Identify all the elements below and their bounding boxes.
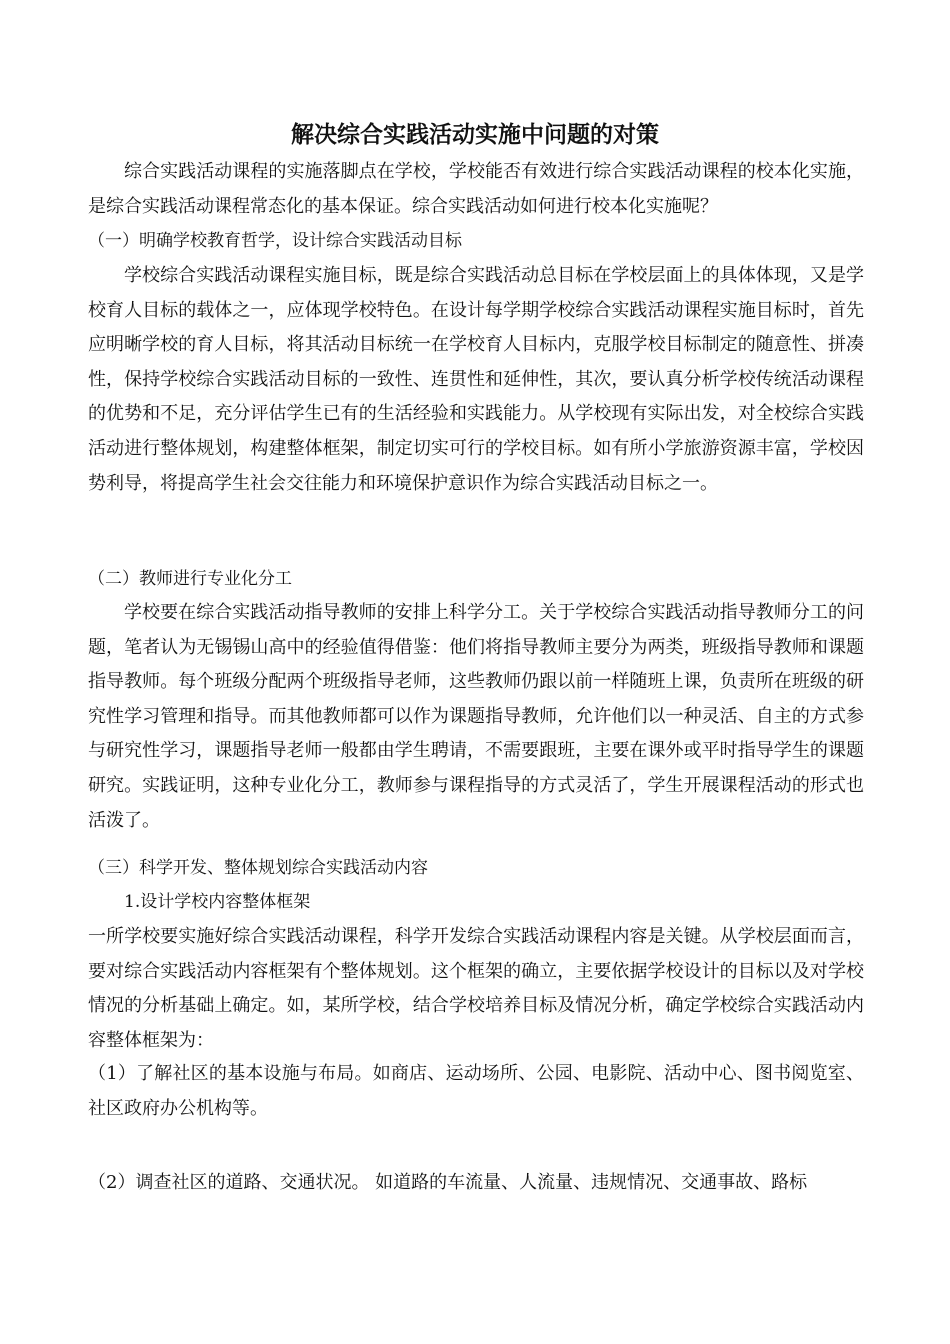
section3-paragraph: 一所学校要实施好综合实践活动课程，科学开发综合实践活动课程内容是关键。从学校层面而言，要对综合实践活动内容框架有个整体规划。这个框架的确立，主要依据学校设计的目标以及对学校情况的分析基础上确定。如，某所学校，结合学校培养目标及情况分析，确定学校综合实践活动内容整体框架为： <box>88 926 864 1051</box>
document-title: 解决综合实践活动实施中问题的对策 <box>291 121 659 148</box>
section3-subheading: 1.设计学校内容整体框架 <box>124 892 311 912</box>
section1-heading: （一）明确学校教育哲学，设计综合实践活动目标 <box>88 231 462 251</box>
section2-heading: （二）教师进行专业化分工 <box>88 569 292 589</box>
list-item-2: （2）调查社区的道路、交通状况。 如道路的车流量、人流量、违规情况、交通事故、路标 <box>88 1172 808 1193</box>
section1-paragraph: 学校综合实践活动课程实施目标，既是综合实践活动总目标在学校层面上的具体体现，又是学校育人目标的载体之一，应体现学校特色。在设计每学期学校综合实践活动课程实施目标时，首先应明晰学校的育人目标，将其活动目标统一在学校育人目标内，克服学校目标制定的随意性、拼凑性，保持学校综合实践活动目标的一致性、连贯性和延伸性，其次，要认真分析学校传统活动课程的优势和不足，充分评估学生已有的生活经验和实践能力。从学校现有实际出发，对全校综合实践活动进行整体规划，构建整体框架，制定切实可行的学校目标。如有所小学旅游资源丰富，学校因势利导，将提高学生社会交往能力和环境保护意识作为综合实践活动目标之一。 <box>88 265 864 494</box>
section2-paragraph: 学校要在综合实践活动指导教师的安排上科学分工。关于学校综合实践活动指导教师分工的问题，笔者认为无锡锡山高中的经验值得借鉴：他们将指导教师主要分为两类，班级指导教师和课题指导教师。每个班级分配两个班级指导老师，这些教师仍跟以前一样随班上课，负责所在班级的研究性学习管理和指导。而其他教师都可以作为课题指导教师，允许他们以一种灵活、自主的方式参与研究性学习，课题指导老师一般都由学生聘请，不需要跟班，主要在课外或平时指导学生的课题研究。实践证明，这种专业化分工，教师参与课程指导的方式灵活了，学生开展课程活动的形式也活泼了。 <box>88 602 864 831</box>
section3-heading: （三）科学开发、整体规划综合实践活动内容 <box>88 858 428 878</box>
list-item-1: （1）了解社区的基本设施与布局。如商店、运动场所、公园、电影院、活动中心、图书阅览室、社区政府办公机构等。 <box>88 1063 864 1119</box>
intro-paragraph: 综合实践活动课程的实施落脚点在学校，学校能否有效进行综合实践活动课程的校本化实施，是综合实践活动课程常态化的基本保证。综合实践活动如何进行校本化实施呢？ <box>88 161 864 217</box>
